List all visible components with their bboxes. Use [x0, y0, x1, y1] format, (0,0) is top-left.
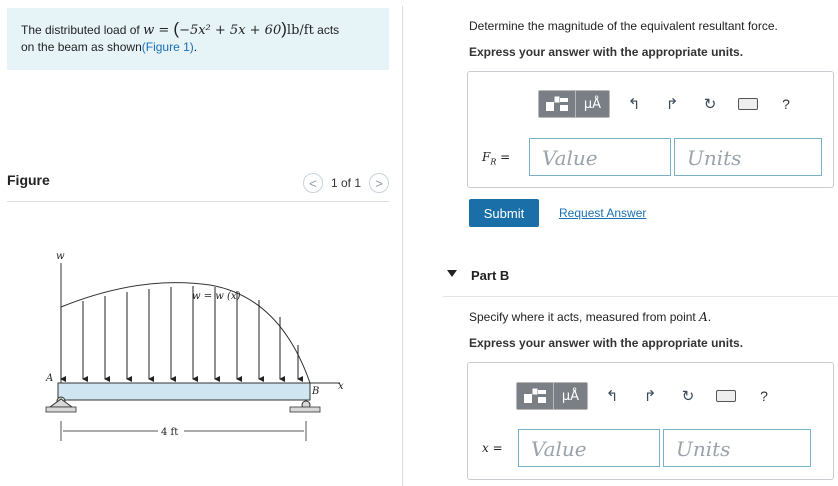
- beam-figure: [40, 245, 344, 445]
- part-b-title[interactable]: Part B: [471, 268, 510, 283]
- request-answer-link[interactable]: Request Answer: [559, 206, 647, 220]
- problem-line-2: on the beam as shown(Figure 1).: [21, 40, 198, 54]
- keyboard-button[interactable]: [734, 91, 762, 117]
- pager-text: 1 of 1: [330, 176, 361, 190]
- figure-link[interactable]: (Figure 1): [141, 40, 194, 54]
- templates-button[interactable]: [539, 91, 575, 117]
- keyboard-button-b[interactable]: [712, 383, 740, 409]
- redo-icon[interactable]: ↱: [643, 388, 657, 405]
- help-button[interactable]: ?: [782, 96, 790, 112]
- x-value-input[interactable]: Value: [518, 429, 660, 467]
- submit-button[interactable]: Submit: [469, 199, 539, 227]
- chevron-left-icon: <: [309, 175, 317, 191]
- load-arrows: [61, 286, 298, 379]
- next-figure-button[interactable]: [369, 173, 389, 193]
- part-b-divider: [443, 296, 838, 297]
- units-symbols-button-b[interactable]: μÅ: [553, 383, 587, 409]
- prev-figure-button[interactable]: [303, 173, 323, 193]
- help-button-b[interactable]: ?: [760, 388, 768, 404]
- templates-button-b[interactable]: [517, 383, 553, 409]
- curve-label: w = w (x): [192, 291, 241, 302]
- span-dimension: [61, 421, 306, 441]
- x-units-input[interactable]: Units: [663, 429, 811, 467]
- part-b-instruction: Express your answer with the appropriate units.: [469, 336, 744, 350]
- chevron-right-icon: >: [375, 175, 383, 191]
- part-b-answer-panel: [467, 362, 834, 480]
- templates-icon: [523, 388, 547, 404]
- undo-icon[interactable]: ↰: [627, 96, 641, 113]
- reset-icon[interactable]: ↻: [703, 96, 717, 113]
- part-a-question: Determine the magnitude of the equivalent resultant force.: [469, 19, 778, 33]
- figure-header: [7, 170, 389, 202]
- load-units: lb/ft: [286, 23, 314, 38]
- part-a-instruction: Express your answer with the appropriate units.: [469, 45, 744, 59]
- keyboard-icon: [716, 390, 736, 402]
- part-b-toolbar: [516, 382, 778, 410]
- reset-icon[interactable]: ↻: [681, 388, 695, 405]
- figure-pager: [303, 173, 389, 193]
- fr-units-input[interactable]: Units: [674, 138, 822, 176]
- template-group-b: [516, 382, 588, 410]
- x-equation-label: x =: [482, 441, 503, 455]
- answer-column: [403, 0, 838, 486]
- problem-line-1: The distributed load of w = (−5x² + 5x + 60)lb/ft acts: [21, 19, 340, 38]
- part-a-toolbar: [538, 90, 800, 118]
- w-axis-label: w: [56, 251, 65, 262]
- part-b-question: Specify where it acts, measured from point A.: [469, 310, 712, 324]
- undo-icon[interactable]: ↰: [605, 388, 619, 405]
- templates-icon: [545, 96, 569, 112]
- w-variable: w: [143, 23, 155, 38]
- collapse-caret-icon[interactable]: [447, 270, 457, 277]
- x-axis-label: x: [338, 381, 344, 392]
- problem-statement: [7, 8, 389, 70]
- template-group: [538, 90, 610, 118]
- beam: [58, 383, 310, 400]
- figure-title: Figure: [7, 172, 50, 188]
- part-a-answer-panel: [467, 71, 834, 188]
- fr-value-input[interactable]: Value: [529, 138, 671, 176]
- roller-support-b: [290, 401, 320, 412]
- load-expression: −5x² + 5x + 60: [179, 23, 282, 38]
- point-a-label: A: [46, 373, 54, 384]
- redo-icon[interactable]: ↱: [665, 96, 679, 113]
- point-b-label: B: [312, 386, 320, 397]
- units-symbols-button[interactable]: μÅ: [575, 91, 609, 117]
- keyboard-icon: [738, 98, 758, 110]
- span-label: 4 ft: [161, 427, 179, 438]
- fr-equation-label: $F_R$ =: [482, 150, 511, 167]
- load-curve: [61, 283, 310, 383]
